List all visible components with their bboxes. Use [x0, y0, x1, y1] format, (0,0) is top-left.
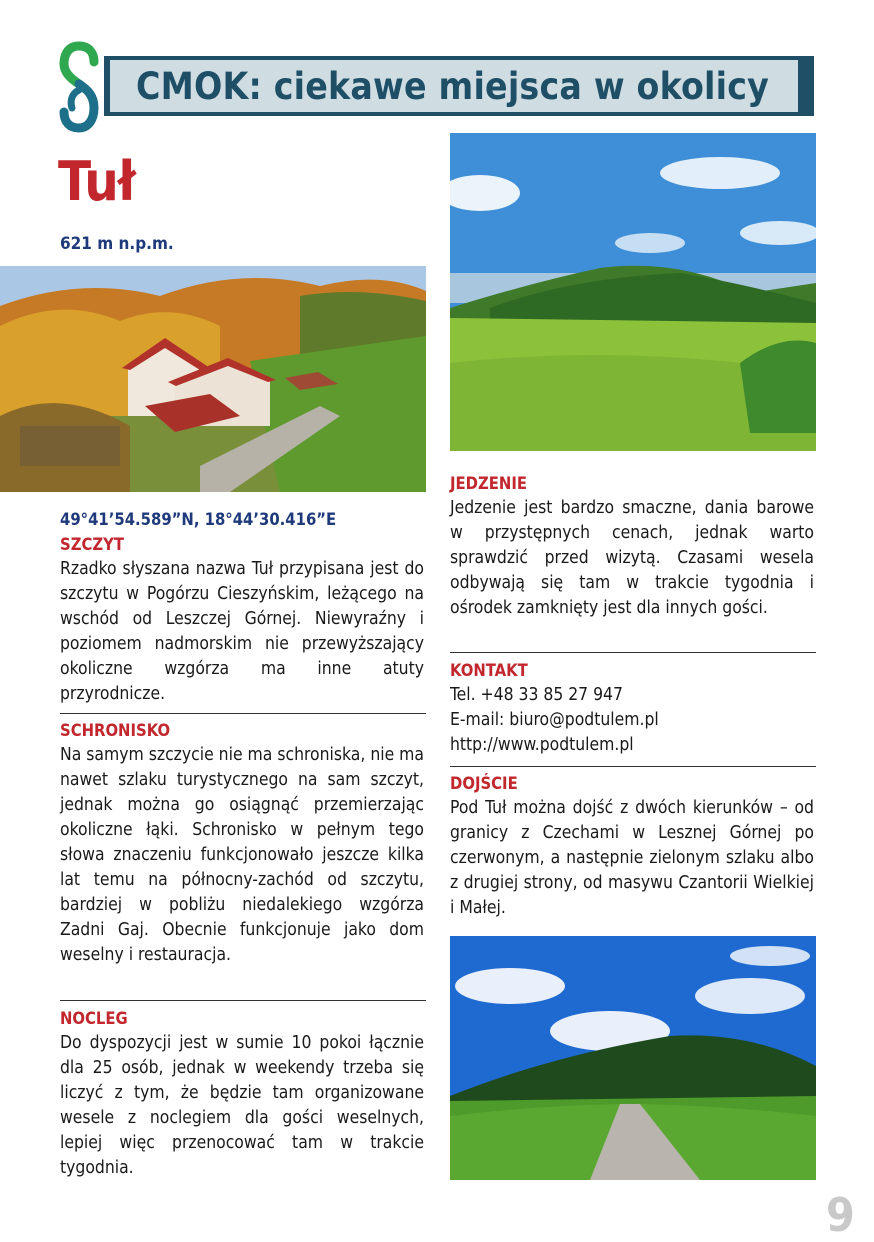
section-label: JEDZENIE [450, 474, 527, 493]
contact-phone: Tel. +48 33 85 27 947 [450, 685, 623, 705]
cmok-logo-icon [56, 40, 102, 134]
divider [60, 1000, 426, 1001]
page-title: Tuł [58, 150, 135, 213]
photo-hill-landscape [450, 133, 816, 451]
header-banner [110, 60, 798, 112]
section-label: SZCZYT [60, 535, 124, 554]
contact-website[interactable]: http://www.podtulem.pl [450, 735, 634, 755]
divider [450, 652, 816, 653]
section-dojscie [450, 772, 814, 921]
altitude: 621 m n.p.m. [60, 234, 174, 254]
section-jedzenie [450, 472, 814, 621]
section-label: KONTAKT [450, 661, 528, 680]
contact-email[interactable]: E-mail: biuro@podtulem.pl [450, 710, 659, 730]
section-text: Jedzenie jest bardzo smaczne, dania barowe w przystępnych cenach, jednak warto sprawdzić przed wizytą. Czasami wesela odbywają się tam w trakcie tygodnia i ośrodek zamknięty jest dla innych gości. [450, 498, 814, 618]
section-label: DOJŚCIE [450, 774, 518, 793]
section-nocleg [60, 1007, 424, 1181]
header-title: CMOK: ciekawe miejsca w okolicy [136, 64, 770, 108]
section-text: Na samym szczycie nie ma schroniska, nie ma nawet szlaku turystycznego na sam szczyt, jednak można go osiągnąć przemierzając okoliczne łąki. Schronisko w pełnym tego słowa znaczeniu funkcjonowało jeszcze kilka lat temu na północny-zachód od szczytu, bardziej w pobliżu niedalekiego wzgórza Zadni Gaj. Obecnie funkcjonuje jako dom weselny i restauracja. [60, 745, 425, 965]
photo-road-to-hill [450, 936, 816, 1180]
section-label: SCHRONISKO [60, 721, 171, 740]
section-schronisko [60, 719, 424, 968]
section-szczyt [60, 533, 424, 707]
divider [450, 766, 816, 767]
section-text: Rzadko słyszana nazwa Tuł przypisana jest do szczytu w Pogórzu Cieszyńskim, leżącego na wschód od Leszczej Górnej. Niewyraźny i poziomem nadmorskim nie przewyższający okoliczne wzgórza ma inne atuty przyrodnicze. [60, 559, 424, 704]
page-number: 9 [826, 1188, 855, 1242]
photo-shelter-house [0, 266, 426, 492]
section-kontakt [450, 659, 814, 758]
divider [60, 713, 426, 714]
section-text: Pod Tuł można dojść z dwóch kierunków – od granicy z Czechami w Lesznej Górnej po czerwonym, a następnie zielonym szlaku albo z drugiej strony, od masywu Czantorii Wielkiej i Małej. [450, 798, 814, 918]
coordinates: 49°41’54.589”N, 18°44’30.416”E [60, 510, 337, 529]
section-text: Do dyspozycji jest w sumie 10 pokoi łącznie dla 25 osób, jednak w weekendy trzeba się liczyć z tym, że będzie tam organizowane wesele z noclegiem dla gości weselnych, lepiej więc przenocować tam w trakcie tygodnia. [60, 1033, 424, 1178]
section-label: NOCLEG [60, 1009, 128, 1028]
